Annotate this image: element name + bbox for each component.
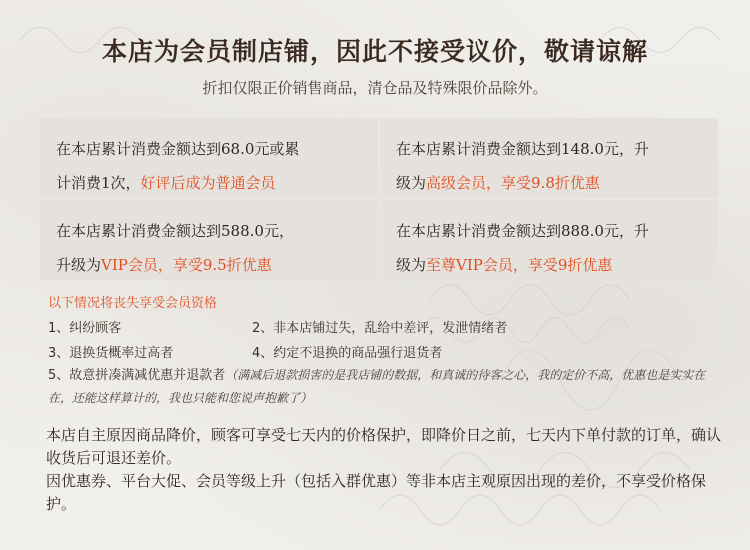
policy-paragraph: 本店自主原因商品降价，顾客可享受七天内的价格保护，即降价日之前，七天内下单付款的订单，确认收货后可退还差价。 bbox=[46, 426, 722, 467]
page-title: 本店为会员制店铺，因此不接受议价，敬请谅解 bbox=[101, 37, 648, 66]
tier-line bbox=[396, 248, 704, 282]
tier-text: 升级为 bbox=[56, 256, 102, 274]
tier-line bbox=[56, 166, 364, 200]
tier-box-regular bbox=[40, 118, 378, 198]
page-subtitle: 折扣仅限正价销售商品，清仓品及特殊限价品除外。 bbox=[202, 79, 548, 97]
tier-text: 级为 bbox=[396, 174, 427, 192]
loss-item: 1、纠纷顾客 bbox=[48, 321, 122, 336]
tier-box-senior bbox=[380, 118, 718, 198]
policy-paragraph: 因优惠券、平台大促、会员等级上升（包括入群优惠）等非本店主观原因出现的差价，不享受价格保护。 bbox=[46, 472, 707, 513]
tier-line: 在本店累计消费金额达到588.0元， bbox=[56, 222, 294, 240]
price-protection-policy bbox=[46, 424, 726, 516]
loss-item-5-note: （满减后退款损害的是我店铺的数据，和真诚的待客之心，我的定价不高，优惠也是实实在在，还能这样算计的，我也只能和您说声抱歉了） bbox=[48, 368, 706, 405]
loss-item-5-main: 5、故意拼凑满减优惠并退款者 bbox=[48, 368, 226, 383]
loss-item: 3、退换货概率过高者 bbox=[48, 346, 174, 361]
tier-line bbox=[56, 248, 364, 282]
tier-text: 计消费1次， bbox=[56, 174, 141, 192]
tier-box-vip bbox=[40, 200, 378, 280]
tier-line bbox=[396, 166, 704, 200]
tier-box-supreme-vip bbox=[380, 200, 718, 280]
tier-highlight: 至尊VIP会员，享受9折优惠 bbox=[426, 256, 613, 274]
tier-line: 在本店累计消费金额达到68.0元或累 bbox=[56, 140, 300, 158]
tier-line: 在本店累计消费金额达到148.0元，升 bbox=[396, 140, 649, 158]
loss-item: 2、非本店铺过失，乱给中差评，发泄情绪者 bbox=[252, 321, 508, 336]
tier-text: 级为 bbox=[396, 256, 427, 274]
loss-item: 4、约定不退换的商品强行退货者 bbox=[252, 346, 443, 361]
loss-heading: 以下情况将丧失享受会员资格 bbox=[48, 296, 218, 311]
tier-highlight: 好评后成为普通会员 bbox=[140, 174, 276, 192]
tier-highlight: 高级会员，享受9.8折优惠 bbox=[426, 174, 600, 192]
tier-line: 在本店累计消费金额达到888.0元，升 bbox=[396, 222, 649, 240]
tier-highlight: VIP会员，享受9.5折优惠 bbox=[101, 256, 272, 274]
loss-item-5 bbox=[48, 364, 728, 410]
